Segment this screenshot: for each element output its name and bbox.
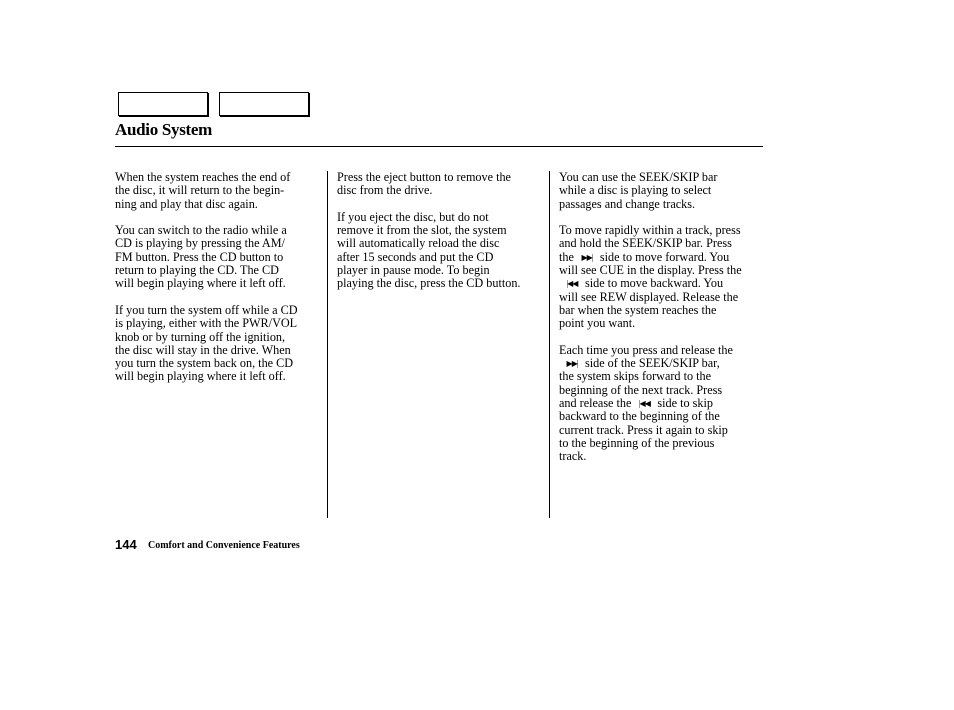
text-line: will begin playing where it left off. — [115, 369, 286, 384]
text-line: passages and change tracks. — [559, 196, 696, 211]
text-line: after 15 seconds and put the CD — [337, 249, 494, 264]
text-line: If you turn the system off while a CD — [115, 302, 298, 317]
text-line: player in pause mode. To begin — [337, 263, 490, 278]
skip-forward-icon: ▶▶| — [566, 359, 578, 369]
text-line: to the beginning of the previous — [559, 435, 715, 450]
text-line: If you eject the disc, but do not — [337, 209, 489, 224]
text-line: return to playing the CD. The CD — [115, 263, 279, 278]
page-number: 144 — [115, 537, 137, 552]
text-fragment: and release the — [559, 396, 632, 411]
skip-backward-icon: |◀◀ — [566, 279, 578, 289]
column-divider — [327, 171, 328, 518]
page-title: Audio System — [115, 120, 212, 139]
text-line: and hold the SEEK/SKIP bar. Press — [559, 236, 732, 251]
text-line: current track. Press it again to skip — [559, 422, 728, 437]
text-column-1 — [115, 171, 321, 397]
text-line: CD is playing by pressing the AM/ — [115, 236, 285, 251]
text-line — [559, 357, 765, 370]
text-line: FM button. Press the CD button to — [115, 249, 284, 264]
text-line: while a disc is playing to select — [559, 183, 712, 198]
paragraph — [115, 224, 321, 290]
text-fragment: the — [559, 249, 574, 264]
paragraph — [115, 171, 321, 211]
paragraph — [559, 224, 765, 330]
text-line: disc from the drive. — [337, 183, 433, 198]
text-line: remove it from the slot, the system — [337, 223, 507, 238]
paragraph — [337, 211, 545, 291]
text-line: will see CUE in the display. Press the — [559, 263, 742, 278]
skip-backward-icon: |◀◀ — [638, 399, 650, 409]
text-line — [559, 251, 765, 264]
text-line: You can use the SEEK/SKIP bar — [559, 170, 718, 184]
text-line: the disc, it will return to the begin- — [115, 183, 285, 198]
text-line: you turn the system back on, the CD — [115, 356, 294, 371]
text-line: backward to the beginning of the — [559, 409, 720, 424]
text-fragment: side of the SEEK/SKIP bar, — [585, 356, 720, 371]
text-line: is playing, either with the PWR/VOL — [115, 316, 298, 331]
title-rule — [115, 146, 763, 147]
text-line: bar when the system reaches the — [559, 302, 717, 317]
text-line: When the system reaches the end of — [115, 170, 291, 184]
text-line: You can switch to the radio while a — [115, 223, 287, 238]
text-line: track. — [559, 449, 587, 464]
text-fragment: side to move backward. You — [585, 276, 724, 291]
text-line: Press the eject button to remove the — [337, 170, 511, 184]
text-fragment: side to skip — [657, 396, 713, 411]
skip-forward-icon: ▶▶| — [581, 252, 593, 262]
text-line: Each time you press and release the — [559, 342, 733, 357]
text-line: ning and play that disc again. — [115, 196, 258, 211]
section-name: Comfort and Convenience Features — [148, 540, 300, 551]
paragraph — [337, 171, 545, 198]
text-line: the system skips forward to the — [559, 369, 711, 384]
column-divider — [549, 171, 550, 518]
text-line: To move rapidly within a track, press — [559, 223, 741, 238]
text-line: point you want. — [559, 316, 636, 331]
text-line: will begin playing where it left off. — [115, 276, 286, 291]
paragraph — [115, 304, 321, 384]
text-line: will automatically reload the disc — [337, 236, 500, 251]
text-line — [559, 277, 765, 290]
paragraph — [559, 344, 765, 464]
text-line: playing the disc, press the CD button. — [337, 276, 521, 291]
text-line: will see REW displayed. Release the — [559, 289, 739, 304]
paragraph — [559, 171, 765, 211]
nav-tab-box-1[interactable] — [118, 92, 208, 116]
text-column-2 — [337, 171, 545, 304]
text-fragment: side to move forward. You — [599, 249, 730, 264]
text-line: beginning of the next track. Press — [559, 382, 723, 397]
text-column-3 — [559, 171, 765, 477]
text-line: knob or by turning off the ignition, — [115, 329, 286, 344]
text-line: the disc will stay in the drive. When — [115, 342, 291, 357]
text-line — [559, 397, 765, 410]
nav-tab-box-2[interactable] — [219, 92, 309, 116]
